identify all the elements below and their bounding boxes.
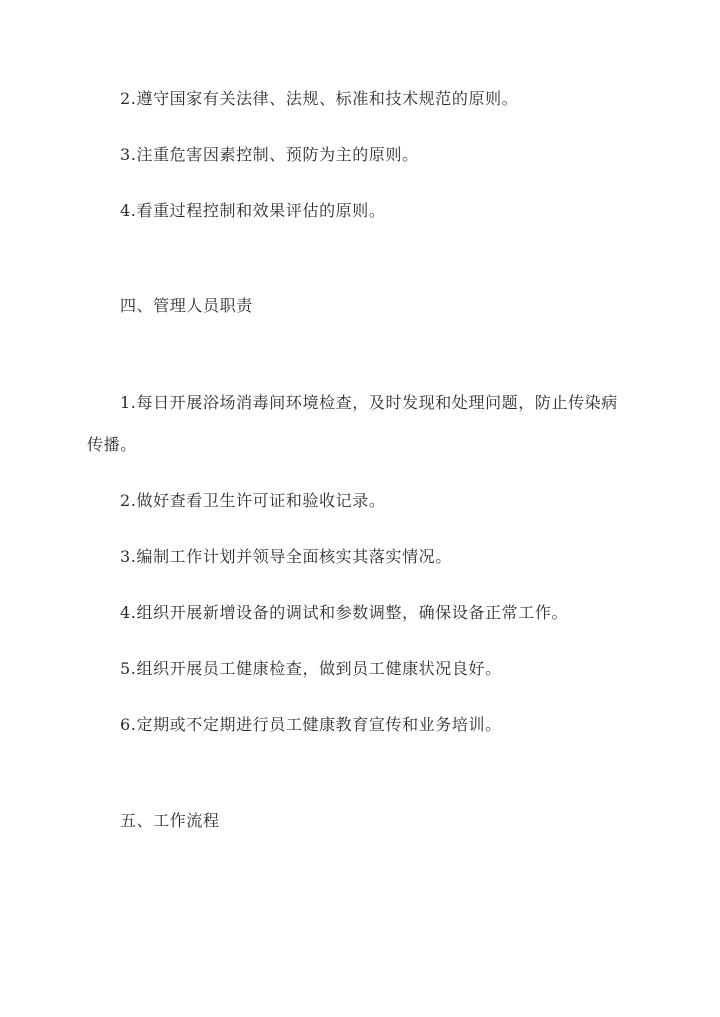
principle-4: 4.看重过程控制和效果评估的原则。	[120, 201, 386, 220]
duty-item-5: 5.组织开展员工健康检查，做到员工健康状况良好。	[120, 659, 502, 678]
duty-item-1-continuation: 传播。	[87, 435, 137, 454]
section-heading-4: 四、管理人员职责	[120, 296, 253, 315]
duty-item-6: 6.定期或不定期进行员工健康教育宣传和业务培训。	[120, 715, 502, 734]
principle-2: 2.遵守国家有关法律、法规、标准和技术规范的原则。	[120, 89, 519, 108]
duty-item-1: 1.每日开展浴场消毒间环境检查，及时发现和处理问题，防止传染病	[120, 393, 618, 412]
section-heading-5: 五、工作流程	[120, 811, 220, 830]
principle-3: 3.注重危害因素控制、预防为主的原则。	[120, 145, 419, 164]
duty-item-2: 2.做好查看卫生许可证和验收记录。	[120, 491, 386, 510]
duty-item-3: 3.编制工作计划并领导全面核实其落实情况。	[120, 547, 452, 566]
duty-item-4: 4.组织开展新增设备的调试和参数调整，确保设备正常工作。	[120, 603, 569, 622]
